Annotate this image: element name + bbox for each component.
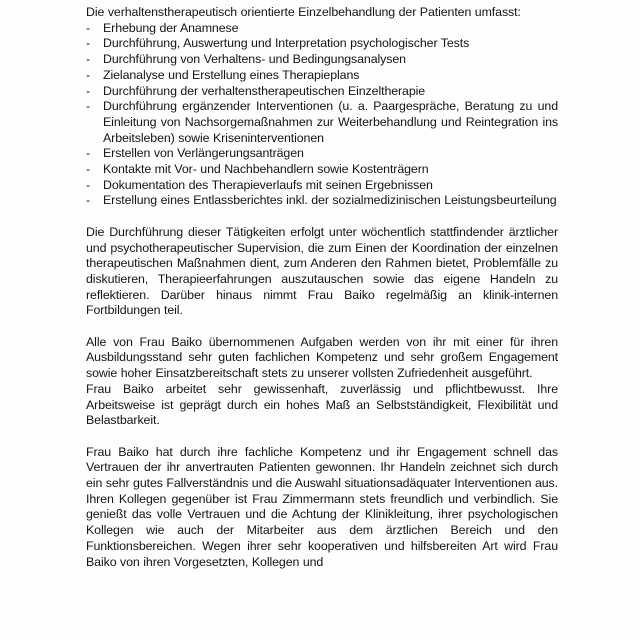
- list-item: [86, 162, 558, 178]
- list-item-text: Durchführung von Verhaltens- und Bedingungsanalysen: [103, 52, 406, 67]
- paragraph-performance: Alle von Frau Baiko übernommenen Aufgaben werden von ihr mit einer für ihren Ausbildungsstand sehr guten fachlichen Kompetenz und sehr großem Engagement sowie hoher Einsatzbereitschaft stets zu unserer vollsten Zufriedenheit ausgeführt.: [86, 334, 558, 381]
- list-item-text: Erstellung eines Entlassberichtes inkl. der sozialmedizinischen Leistungsbeurteilung: [103, 193, 557, 208]
- list-item-text: Zielanalyse und Erstellung eines Therapieplans: [103, 67, 360, 82]
- list-item-text: Dokumentation des Therapieverlaufs mit seinen Ergebnissen: [103, 177, 433, 192]
- list-item-text: Kontakte mit Vor- und Nachbehandlern sowie Kostenträgern: [103, 162, 429, 177]
- list-item: [86, 52, 558, 68]
- dash-bullet: -: [86, 162, 91, 177]
- list-item-text: Erhebung der Anamnese: [103, 20, 239, 35]
- intro-paragraph: Die verhaltenstherapeutisch orientierte Einzelbehandlung der Patienten umfasst:: [86, 5, 521, 19]
- dash-bullet: -: [86, 177, 91, 192]
- paragraph-supervision: Die Durchführung dieser Tätigkeiten erfolgt unter wöchentlich stattfindender ärztlicher und psychotherapeutischer Supervision, die zum Einen der Koordination der einzelnen therapeutischen Maßnahmen dient, zum Anderen den Rahmen bietet, Problemfälle zu diskutieren, Therapieerfahrungen auszutauschen sowie das eigene Handeln zu reflektieren. Darüber hinaus nimmt Frau Baiko regelmäßig an klinik-internen Fortbildungen teil.: [86, 224, 558, 318]
- dash-bullet: -: [86, 146, 91, 161]
- list-item-text: Durchführung, Auswertung und Interpretation psychologischer Tests: [103, 36, 470, 51]
- paragraph-trust: Frau Baiko hat durch ihre fachliche Kompetenz und ihr Engagement schnell das Vertrauen der ihr anvertrauten Patienten gewonnen. Ihr Handeln zeichnet sich durch ein sehr gutes Fallverständnis und die Auswahl situationsadäquater Interventionen aus. Ihren Kollegen gegenüber ist Frau Zimmermann stets freundlich und verbindlich. Sie genießt das volle Vertrauen und die Achtung der Klinikleitung, ihrer psychologischen Kollegen wie auch der Mitarbeiter aus dem ärztlichen Bereich und den Funktionsbereichen. Wegen ihrer sehr kooperativen und hilfsbereiten Art wird Frau Baiko von ihren Vorgesetzten, Kollegen und: [86, 444, 558, 569]
- list-item: [86, 68, 558, 84]
- list-item: [86, 193, 558, 209]
- paragraph-work-style: Frau Baiko arbeitet sehr gewissenhaft, zuverlässig und pflichtbewusst. Ihre Arbeitsweise ist geprägt durch ein hohes Maß an Selbstständigkeit, Flexibilität und Belastbarkeit.: [86, 381, 558, 428]
- list-item: [86, 99, 558, 146]
- dash-bullet: -: [86, 36, 91, 51]
- dash-bullet: -: [86, 20, 91, 35]
- task-list: [86, 21, 558, 209]
- list-item: [86, 36, 558, 52]
- list-item-text: Durchführung der verhaltenstherapeutischen Einzeltherapie: [103, 83, 426, 98]
- list-item: [86, 178, 558, 194]
- list-item-text: Durchführung ergänzender Interventionen (u. a. Paargespräche, Beratung zu und Einleitung von Nachsorgemaßnahmen zur Weiterbehandlung und Reintegration ins Arbeitsleben) sowie Kriseninterventionen: [103, 99, 558, 145]
- list-item-text: Erstellen von Verlängerungsanträgen: [103, 146, 304, 161]
- list-item: [86, 146, 558, 162]
- dash-bullet: -: [86, 193, 91, 208]
- dash-bullet: -: [86, 67, 91, 82]
- list-item: [86, 84, 558, 100]
- dash-bullet: -: [86, 52, 91, 67]
- dash-bullet: -: [86, 83, 91, 98]
- list-item: [86, 21, 558, 37]
- dash-bullet: -: [86, 99, 91, 114]
